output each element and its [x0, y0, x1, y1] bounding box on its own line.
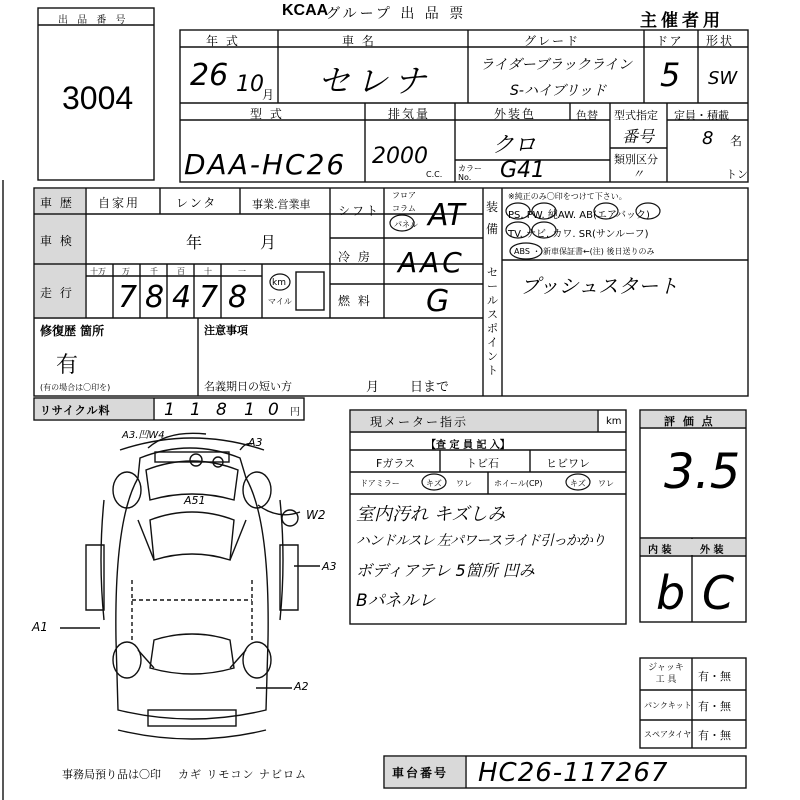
mileage-digit-2: 4 — [172, 280, 192, 315]
shape-label: 形状 — [706, 34, 735, 48]
mileage-digit-4: 8 — [228, 280, 248, 315]
mileage-digit-3: 7 — [199, 280, 219, 315]
meter-label: 現メーター指示 — [370, 415, 469, 429]
exterior-color-label: 外装色 — [494, 107, 537, 121]
exterior-value: C — [702, 566, 735, 620]
ton-unit: トン — [726, 168, 748, 181]
chassis-value: HC26-117267 — [478, 758, 669, 788]
diagram-mark-front-right: A3 — [248, 436, 263, 449]
recycle-label: リサイクル料 — [40, 404, 111, 417]
lot-label: 出 品 番 号 — [58, 15, 129, 26]
inspector-note-2: ハンドルスレ 左パワースライド引っかかり — [356, 533, 605, 549]
crack-label: ヒビワレ — [546, 457, 590, 470]
diagram-mark-left: A1 — [32, 620, 48, 634]
mirror-label: ドアミラー — [360, 479, 400, 488]
fuel-label: 燃 料 — [338, 294, 372, 308]
group-title: グループ 出 品 票 — [326, 6, 467, 22]
diagram-mark-front: A3.凹W4 — [122, 430, 165, 441]
model-label: 型 式 — [250, 107, 284, 121]
recycle-digit-3: 1 — [244, 400, 255, 420]
notice-label: 注意事項 — [204, 324, 248, 337]
capacity-unit: 名 — [730, 134, 743, 148]
deadline-day: 日まで — [410, 380, 450, 395]
type-designation-label: 型式指定 — [614, 109, 658, 122]
capacity-value: 8 — [702, 128, 714, 149]
inspector-note-4: Bパネルレ — [356, 591, 436, 611]
history-business: 事業.営業車 — [252, 198, 311, 211]
km-label: km — [272, 278, 286, 288]
shift-column: コラム — [392, 204, 416, 213]
wheel-scratch: キズ — [570, 479, 586, 488]
history-rental: レンタ — [176, 196, 218, 210]
digit-label-5: 一 — [238, 267, 246, 276]
repair-label: 修復歴 箇所 — [40, 324, 105, 338]
office-note: 事務局預り品は〇印 — [62, 768, 161, 781]
shift-panel: パネル — [394, 220, 418, 229]
month-unit: 月 — [262, 88, 275, 102]
mile-label: マイル — [268, 297, 292, 306]
displacement-label: 排気量 — [388, 107, 431, 121]
shape-value: SW — [708, 68, 738, 89]
inspection-label: 車 検 — [40, 234, 74, 248]
name-label: 車 名 — [342, 34, 376, 48]
shift-value: AT — [428, 198, 465, 233]
digit-label-1: 万 — [122, 267, 130, 276]
jack-value: 有・無 — [698, 670, 731, 683]
deadline-label: 名義期日の短い方 — [204, 380, 292, 393]
repair-note: (有の場合は〇印を) — [40, 383, 111, 392]
spare-label: スペアタイヤ — [644, 730, 692, 739]
organizer-label: 主催者用 — [640, 11, 724, 31]
year-value: 26 — [190, 58, 229, 93]
mileage-label: 走 行 — [40, 286, 74, 300]
inspection-month-unit: 月 — [260, 233, 277, 252]
car-name-value: セレナ — [318, 62, 433, 100]
equipment-row-3: ABS ・ 新車保証書←(注) 後日送りのみ — [514, 247, 655, 256]
digit-label-2: 千 — [150, 267, 158, 276]
wheel-label: ホイール(CP) — [494, 479, 543, 488]
meter-unit: km — [606, 416, 622, 427]
car-diagram — [60, 433, 320, 739]
recycle-yen: 円 — [290, 407, 300, 418]
door-label: ドア — [656, 34, 684, 48]
color-no-value: G41 — [500, 158, 546, 183]
spare-value: 有・無 — [698, 729, 731, 742]
exterior-label: 外 装 — [700, 545, 724, 556]
diagram-mark-right-door: W2 — [306, 508, 326, 522]
digit-label-0: 十万 — [90, 267, 106, 276]
equipment-note: ※純正のみ〇印をつけて下さい。 — [508, 192, 627, 201]
model-value: DAA-HC26 — [184, 148, 347, 181]
fuel-value: G — [426, 284, 450, 319]
deadline-month: 月 — [366, 380, 380, 395]
diagram-mark-rear: A2 — [294, 680, 309, 693]
exterior-color-value: クロ — [492, 133, 537, 158]
lot-number: 3004 — [62, 80, 134, 116]
digit-label-3: 百 — [177, 267, 185, 276]
digit-label-4: 十 — [204, 267, 212, 276]
wheel-break: ワレ — [598, 479, 614, 488]
type-designation-value: 番号 — [622, 127, 655, 146]
logo: KCAA — [282, 2, 329, 19]
class-value: 〃 — [632, 167, 645, 181]
chassis-label: 車台番号 — [392, 766, 449, 780]
month-value: 10 — [236, 72, 264, 97]
equipment-row-1: PS. PW. 純AW. AB(エアバック) — [508, 210, 650, 221]
puncture-label: パンクキット — [644, 701, 692, 710]
grade-value-1: ライダーブラックライン — [480, 57, 633, 73]
inspector-note-1: 室内汚れ キズしみ — [356, 504, 506, 525]
equipment-row-2: TV. ナビ. カワ. SR(サンルーフ) — [508, 229, 649, 240]
inspector-label: 【査 定 員 記 入】 — [426, 440, 510, 451]
recycle-digit-1: 1 — [190, 400, 201, 420]
repair-value: 有 — [56, 353, 79, 378]
shift-floor: フロア — [392, 191, 416, 200]
displacement-value: 2000 — [372, 144, 428, 169]
equipment-label: 装 備 — [486, 200, 499, 236]
color-change-label: 色替 — [576, 109, 598, 122]
class-label: 類別区分 — [614, 153, 658, 166]
mileage-digit-0: 7 — [118, 280, 138, 315]
puncture-value: 有・無 — [698, 700, 731, 713]
grade-value-2: S-ハイブリッド — [510, 83, 607, 99]
mirror-break: ワレ — [456, 479, 472, 488]
inspection-year-unit: 年 — [186, 233, 203, 252]
interior-label: 内 装 — [648, 545, 672, 556]
recycle-digit-4: 0 — [268, 400, 279, 420]
mileage-digit-1: 8 — [145, 280, 165, 315]
score-value: 3.5 — [664, 444, 741, 500]
chip-label: トビ石 — [466, 457, 499, 470]
glass-label: Fガラス — [376, 457, 415, 470]
history-label: 車 歴 — [40, 196, 74, 210]
diagram-mark-right-side: A3 — [322, 560, 337, 573]
ac-value: AAC — [398, 246, 465, 279]
inspector-note-3: ボディアテレ 5箇所 凹み — [356, 561, 535, 580]
mirror-scratch: キズ — [426, 479, 442, 488]
cc-unit: C.C. — [426, 170, 443, 179]
diagram-mark-roof: A51 — [184, 494, 206, 507]
history-private: 自家用 — [98, 196, 141, 210]
ac-label: 冷 房 — [338, 250, 372, 264]
color-no-label: カラー No. — [458, 164, 482, 182]
recycle-digit-0: 1 — [164, 400, 175, 420]
office-items: カギ リモコン ナビロム — [178, 768, 307, 781]
sales-point-label: セールスポイント — [487, 266, 498, 377]
year-label: 年 式 — [206, 34, 240, 48]
recycle-digit-2: 8 — [216, 400, 227, 420]
jack-label: ジャッキ 工 具 — [648, 663, 684, 685]
score-label: 評 価 点 — [664, 415, 715, 428]
shift-label: シフト — [338, 204, 381, 218]
capacity-label: 定員・積載 — [674, 109, 729, 122]
interior-value: b — [656, 566, 686, 620]
sales-point-value: プッシュスタート — [520, 274, 679, 298]
grade-label: グレード — [524, 34, 581, 48]
door-value: 5 — [660, 56, 681, 94]
